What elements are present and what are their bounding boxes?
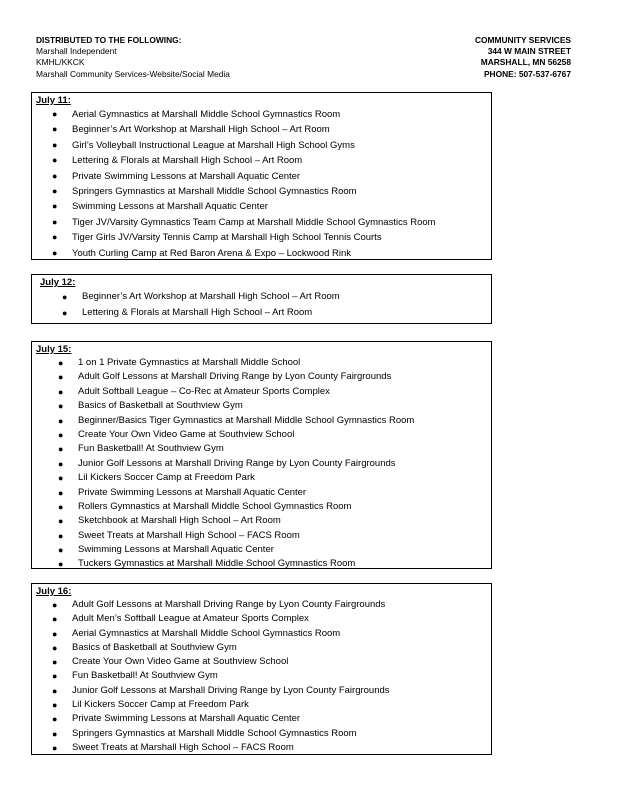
bullet-icon: ● bbox=[52, 139, 58, 150]
day-section bbox=[31, 274, 492, 324]
bullet-icon: ● bbox=[58, 487, 64, 498]
activity-item bbox=[32, 246, 491, 261]
bullet-icon: ● bbox=[58, 429, 64, 440]
activity-text: Fun Basketball! At Southview Gym bbox=[78, 443, 224, 455]
day-date: July 15: bbox=[36, 344, 72, 355]
activity-item bbox=[32, 370, 491, 384]
activity-item bbox=[32, 543, 491, 557]
activity-text: Fun Basketball! At Southview Gym bbox=[72, 670, 218, 682]
activity-text: Create Your Own Video Game at Southview School bbox=[78, 428, 295, 440]
activity-item bbox=[32, 471, 491, 485]
activity-text: Adult Golf Lessons at Marshall Driving Range by Lyon County Fairgrounds bbox=[78, 371, 392, 383]
activity-text: 1 on 1 Private Gymnastics at Marshall Middle School bbox=[78, 357, 301, 368]
bullet-icon: ● bbox=[58, 559, 64, 570]
activity-item bbox=[32, 199, 491, 214]
activity-text: Swimming Lessons at Marshall Aquatic Center bbox=[78, 544, 274, 556]
activity-text: Girl’s Volleyball Instructional League at Marshall High School Gyms bbox=[72, 139, 355, 151]
activity-item bbox=[32, 184, 491, 199]
bullet-icon: ● bbox=[58, 458, 64, 469]
activity-text: Lil Kickers Soccer Camp at Freedom Park bbox=[78, 472, 255, 484]
bullet-icon: ● bbox=[52, 216, 58, 227]
activity-text: Private Swimming Lessons at Marshall Aquatic Center bbox=[78, 486, 307, 498]
bullet-icon: ● bbox=[52, 642, 58, 653]
activity-list bbox=[32, 356, 491, 572]
day-date: July 11: bbox=[36, 95, 71, 106]
distribution-title: DISTRIBUTED TO THE FOLLOWING: bbox=[36, 35, 182, 45]
organization-address: 344 W MAIN STREET bbox=[487, 46, 571, 57]
activity-list bbox=[36, 289, 491, 321]
bullet-icon: ● bbox=[52, 657, 58, 668]
bullet-icon: ● bbox=[52, 155, 58, 166]
activity-text: Aerial Gymnastics at Marshall Middle School Gymnastics Room bbox=[72, 109, 341, 120]
recipient: KMHL/KKCK bbox=[36, 57, 85, 68]
bullet-icon: ● bbox=[52, 728, 58, 739]
bullet-icon: ● bbox=[52, 124, 58, 135]
activity-text: Beginner’s Art Workshop at Marshall High School – Art Room bbox=[72, 124, 330, 136]
activity-item bbox=[32, 215, 491, 230]
activity-item bbox=[32, 428, 491, 442]
bullet-icon: ● bbox=[52, 714, 58, 725]
activity-list bbox=[32, 107, 491, 261]
activity-item bbox=[32, 529, 491, 543]
bullet-icon: ● bbox=[52, 628, 58, 639]
bullet-icon: ● bbox=[52, 671, 58, 682]
organization-city: MARSHALL, MN 56258 bbox=[480, 57, 571, 68]
activity-item bbox=[32, 385, 491, 399]
recipient: Marshall Independent bbox=[36, 46, 117, 57]
activity-item bbox=[32, 138, 491, 153]
activity-item bbox=[32, 230, 491, 245]
bullet-icon: ● bbox=[52, 170, 58, 181]
activity-item bbox=[32, 655, 491, 669]
activity-item bbox=[32, 500, 491, 514]
activity-text: Springers Gymnastics at Marshall Middle School Gymnastics Room bbox=[72, 727, 357, 739]
day-section bbox=[31, 583, 492, 755]
activity-item bbox=[32, 169, 491, 184]
bullet-icon: ● bbox=[58, 386, 64, 397]
bullet-icon: ● bbox=[58, 516, 64, 527]
activity-text: Private Swimming Lessons at Marshall Aquatic Center bbox=[72, 170, 301, 182]
activity-text: Private Swimming Lessons at Marshall Aquatic Center bbox=[72, 713, 301, 725]
day-date: July 12: bbox=[40, 277, 76, 288]
activity-text: Beginner’s Art Workshop at Marshall High School – Art Room bbox=[82, 291, 340, 302]
activity-item bbox=[32, 627, 491, 641]
activity-list bbox=[32, 598, 491, 755]
bullet-icon: ● bbox=[58, 358, 64, 368]
activity-item bbox=[32, 122, 491, 137]
bullet-icon: ● bbox=[58, 372, 64, 383]
day-section bbox=[31, 92, 492, 260]
bullet-icon: ● bbox=[62, 308, 68, 318]
day-section bbox=[31, 341, 492, 569]
activity-item bbox=[36, 305, 491, 321]
bullet-icon: ● bbox=[52, 614, 58, 625]
day-date: July 16: bbox=[36, 586, 72, 597]
activity-item bbox=[32, 598, 491, 612]
activity-item bbox=[32, 557, 491, 571]
bullet-icon: ● bbox=[52, 232, 58, 243]
recipient: Marshall Community Services-Website/Social Media bbox=[36, 68, 230, 79]
activity-text: Tiger JV/Varsity Gymnastics Team Camp at Marshall Middle School Gymnastics Room bbox=[72, 216, 436, 228]
activity-item bbox=[32, 107, 491, 122]
activity-text: Junior Golf Lessons at Marshall Driving Range by Lyon County Fairgrounds bbox=[72, 684, 390, 696]
bullet-icon: ● bbox=[62, 292, 68, 302]
activity-item bbox=[32, 153, 491, 168]
activity-item bbox=[32, 414, 491, 428]
activity-text: Sketchbook at Marshall High School – Art Room bbox=[78, 515, 281, 527]
bullet-icon: ● bbox=[58, 473, 64, 484]
bullet-icon: ● bbox=[52, 185, 58, 196]
activity-item bbox=[32, 457, 491, 471]
activity-text: Create Your Own Video Game at Southview School bbox=[72, 656, 289, 668]
activity-text: Basics of Basketball at Southview Gym bbox=[78, 400, 243, 412]
bullet-icon: ● bbox=[58, 530, 64, 541]
activity-text: Aerial Gymnastics at Marshall Middle School Gymnastics Room bbox=[72, 627, 341, 639]
activity-text: Basics of Basketball at Southview Gym bbox=[72, 641, 237, 653]
bullet-icon: ● bbox=[58, 444, 64, 455]
activity-text: Youth Curling Camp at Red Baron Arena & Expo – Lockwood Rink bbox=[72, 247, 352, 259]
bullet-icon: ● bbox=[52, 201, 58, 212]
bullet-icon: ● bbox=[52, 685, 58, 696]
bullet-icon: ● bbox=[58, 401, 64, 412]
activity-text: Sweet Treats at Marshall High School – FACS Room bbox=[72, 741, 294, 753]
activity-text: Lettering & Florals at Marshall High School – Art Room bbox=[82, 307, 313, 318]
activity-item bbox=[32, 612, 491, 626]
activity-text: Springers Gymnastics at Marshall Middle School Gymnastics Room bbox=[72, 185, 357, 197]
activity-text: Lil Kickers Soccer Camp at Freedom Park bbox=[72, 699, 249, 711]
bullet-icon: ● bbox=[52, 700, 58, 711]
activity-item bbox=[32, 514, 491, 528]
bullet-icon: ● bbox=[52, 600, 58, 610]
organization-name: COMMUNITY SERVICES bbox=[474, 35, 571, 45]
activity-text: Adult Men’s Softball League at Amateur Sports Complex bbox=[72, 613, 309, 625]
bullet-icon: ● bbox=[52, 742, 58, 753]
activity-item bbox=[32, 669, 491, 683]
distribution-list bbox=[36, 35, 230, 80]
activity-text: Swimming Lessons at Marshall Aquatic Center bbox=[72, 201, 268, 213]
activity-item bbox=[32, 399, 491, 413]
activity-text: Junior Golf Lessons at Marshall Driving Range by Lyon County Fairgrounds bbox=[78, 457, 396, 469]
activity-text: Sweet Treats at Marshall High School – FACS Room bbox=[78, 529, 300, 541]
organization-phone: PHONE: 507-537-6767 bbox=[483, 68, 571, 79]
activity-item bbox=[32, 442, 491, 456]
bullet-icon: ● bbox=[52, 109, 58, 119]
activity-item bbox=[32, 727, 491, 741]
activity-item bbox=[32, 356, 491, 370]
activity-item bbox=[32, 486, 491, 500]
activity-text: Beginner/Basics Tiger Gymnastics at Marshall Middle School Gymnastics Room bbox=[78, 414, 415, 426]
activity-item bbox=[32, 641, 491, 655]
activity-text: Tuckers Gymnastics at Marshall Middle School Gymnastics Room bbox=[78, 558, 356, 570]
activity-text: Rollers Gymnastics at Marshall Middle School Gymnastics Room bbox=[78, 500, 352, 512]
activity-item bbox=[32, 684, 491, 698]
bullet-icon: ● bbox=[52, 247, 58, 258]
bullet-icon: ● bbox=[58, 415, 64, 426]
activity-text: Adult Golf Lessons at Marshall Driving Range by Lyon County Fairgrounds bbox=[72, 599, 386, 610]
activity-text: Lettering & Florals at Marshall High School – Art Room bbox=[72, 155, 303, 167]
organization-contact bbox=[475, 35, 571, 80]
bullet-icon: ● bbox=[58, 545, 64, 556]
activity-item bbox=[32, 712, 491, 726]
activity-item bbox=[32, 741, 491, 755]
activity-text: Tiger Girls JV/Varsity Tennis Camp at Marshall High School Tennis Courts bbox=[72, 232, 382, 244]
activity-item bbox=[36, 289, 491, 305]
activity-text: Adult Softball League – Co-Rec at Amateur Sports Complex bbox=[78, 385, 330, 397]
bullet-icon: ● bbox=[58, 501, 64, 512]
activity-item bbox=[32, 698, 491, 712]
